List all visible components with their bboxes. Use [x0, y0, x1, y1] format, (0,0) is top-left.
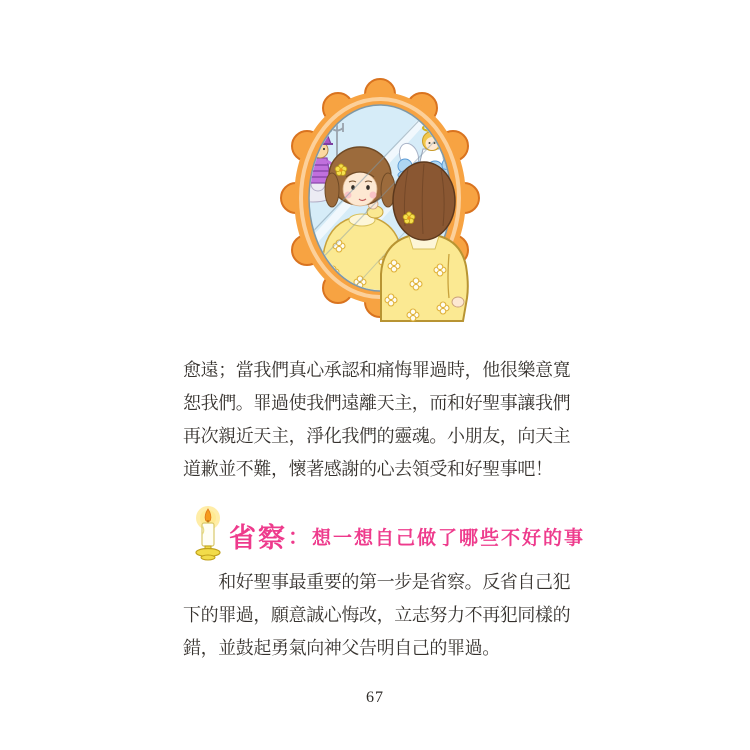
- section-colon: ：: [288, 526, 309, 549]
- text-line: 恕我們。罪過使我們遠離天主，而和好聖事讓我們: [183, 393, 571, 413]
- paragraph-examination: [183, 566, 570, 665]
- mirror-illustration: [263, 74, 515, 326]
- text-line: 再次親近天主，淨化我們的靈魂。小朋友，向天主: [183, 426, 571, 446]
- text-line: 愈遠；當我們真心承認和痛悔罪過時，他很樂意寬: [183, 360, 571, 380]
- text-line: 和好聖事最重要的第一步是省察。反省自己犯: [183, 572, 571, 592]
- candle-icon: [192, 504, 224, 562]
- page-number: 67: [366, 689, 384, 706]
- text-line: 錯，並鼓起勇氣向神父告明自己的罪過。: [183, 638, 500, 658]
- mirror-illustration-svg: [263, 74, 515, 326]
- section-title: 省察: [229, 522, 287, 553]
- section-header: [192, 503, 585, 563]
- text-line: 道歉並不難，懷著感謝的心去領受和好聖事吧！: [183, 459, 553, 479]
- paragraph-opening: [183, 354, 570, 486]
- text-line: 下的罪過，願意誠心悔改，立志努力不再犯同樣的: [183, 605, 571, 625]
- section-subtitle: 想一想自己做了哪些不好的事: [312, 527, 586, 549]
